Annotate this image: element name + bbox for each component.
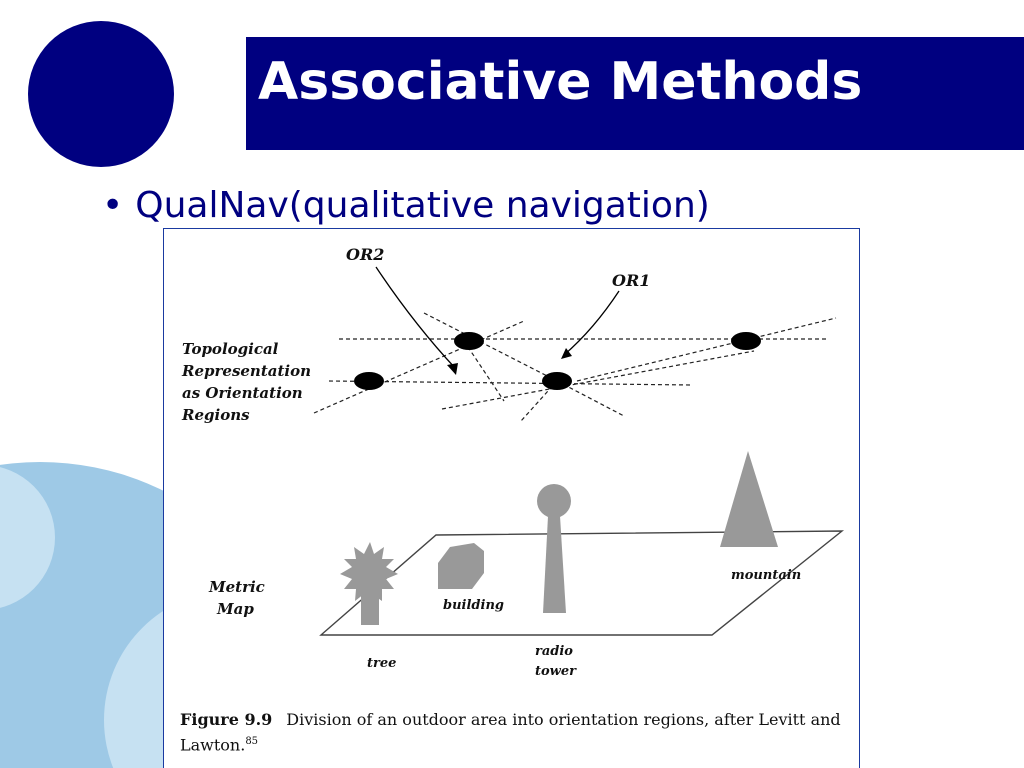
- figure-caption: [180, 709, 850, 756]
- label-tower: tower: [535, 664, 576, 679]
- label-or1: OR1: [612, 271, 651, 290]
- label-representation: Representation: [182, 362, 312, 380]
- label-building: building: [443, 598, 504, 613]
- title-bar: [246, 37, 1024, 150]
- caption-text: Division of an outdoor area into orientation regions, after Levitt and Lawton.: [180, 710, 841, 755]
- dashed-line: [577, 318, 836, 381]
- arrowhead-icon: [447, 363, 458, 375]
- label-radio: radio: [535, 644, 573, 659]
- bullet-item: [102, 182, 710, 230]
- label-regions: Regions: [182, 406, 250, 424]
- caption-reference: 85: [245, 736, 259, 747]
- label-map: Map: [217, 600, 254, 618]
- figure: [163, 228, 860, 768]
- label-orientation: as Orientation: [182, 384, 303, 402]
- label-mountain: mountain: [731, 568, 802, 583]
- label-or2: OR2: [346, 245, 385, 264]
- region-node: [354, 372, 384, 390]
- bullet-text: QualNav(qualitative navigation): [135, 185, 710, 226]
- region-node: [731, 332, 761, 350]
- region-node: [454, 332, 484, 350]
- radio-tower-icon: [537, 484, 571, 518]
- decorative-circle: [28, 21, 174, 167]
- dashed-line: [464, 341, 504, 401]
- label-metric: Metric: [209, 578, 265, 596]
- bullet-icon: •: [102, 185, 124, 226]
- orientation-regions-diagram: [164, 229, 860, 768]
- orientation-lines: [314, 313, 836, 421]
- dashed-line: [424, 313, 557, 381]
- dashed-line: [442, 351, 754, 409]
- arrow-or2: [376, 267, 456, 369]
- arrow-or1: [564, 291, 619, 355]
- radio-tower-mast-icon: [543, 516, 566, 613]
- label-tree: tree: [367, 656, 397, 671]
- mountain-icon: [720, 451, 778, 547]
- figure-number: Figure 9.9: [180, 710, 273, 729]
- label-topological: Topological: [182, 340, 279, 358]
- region-node: [542, 372, 572, 390]
- arrows: [376, 267, 619, 369]
- building-icon: [438, 543, 484, 589]
- slide-title: Associative Methods: [258, 52, 863, 112]
- tree-trunk-icon: [361, 591, 379, 625]
